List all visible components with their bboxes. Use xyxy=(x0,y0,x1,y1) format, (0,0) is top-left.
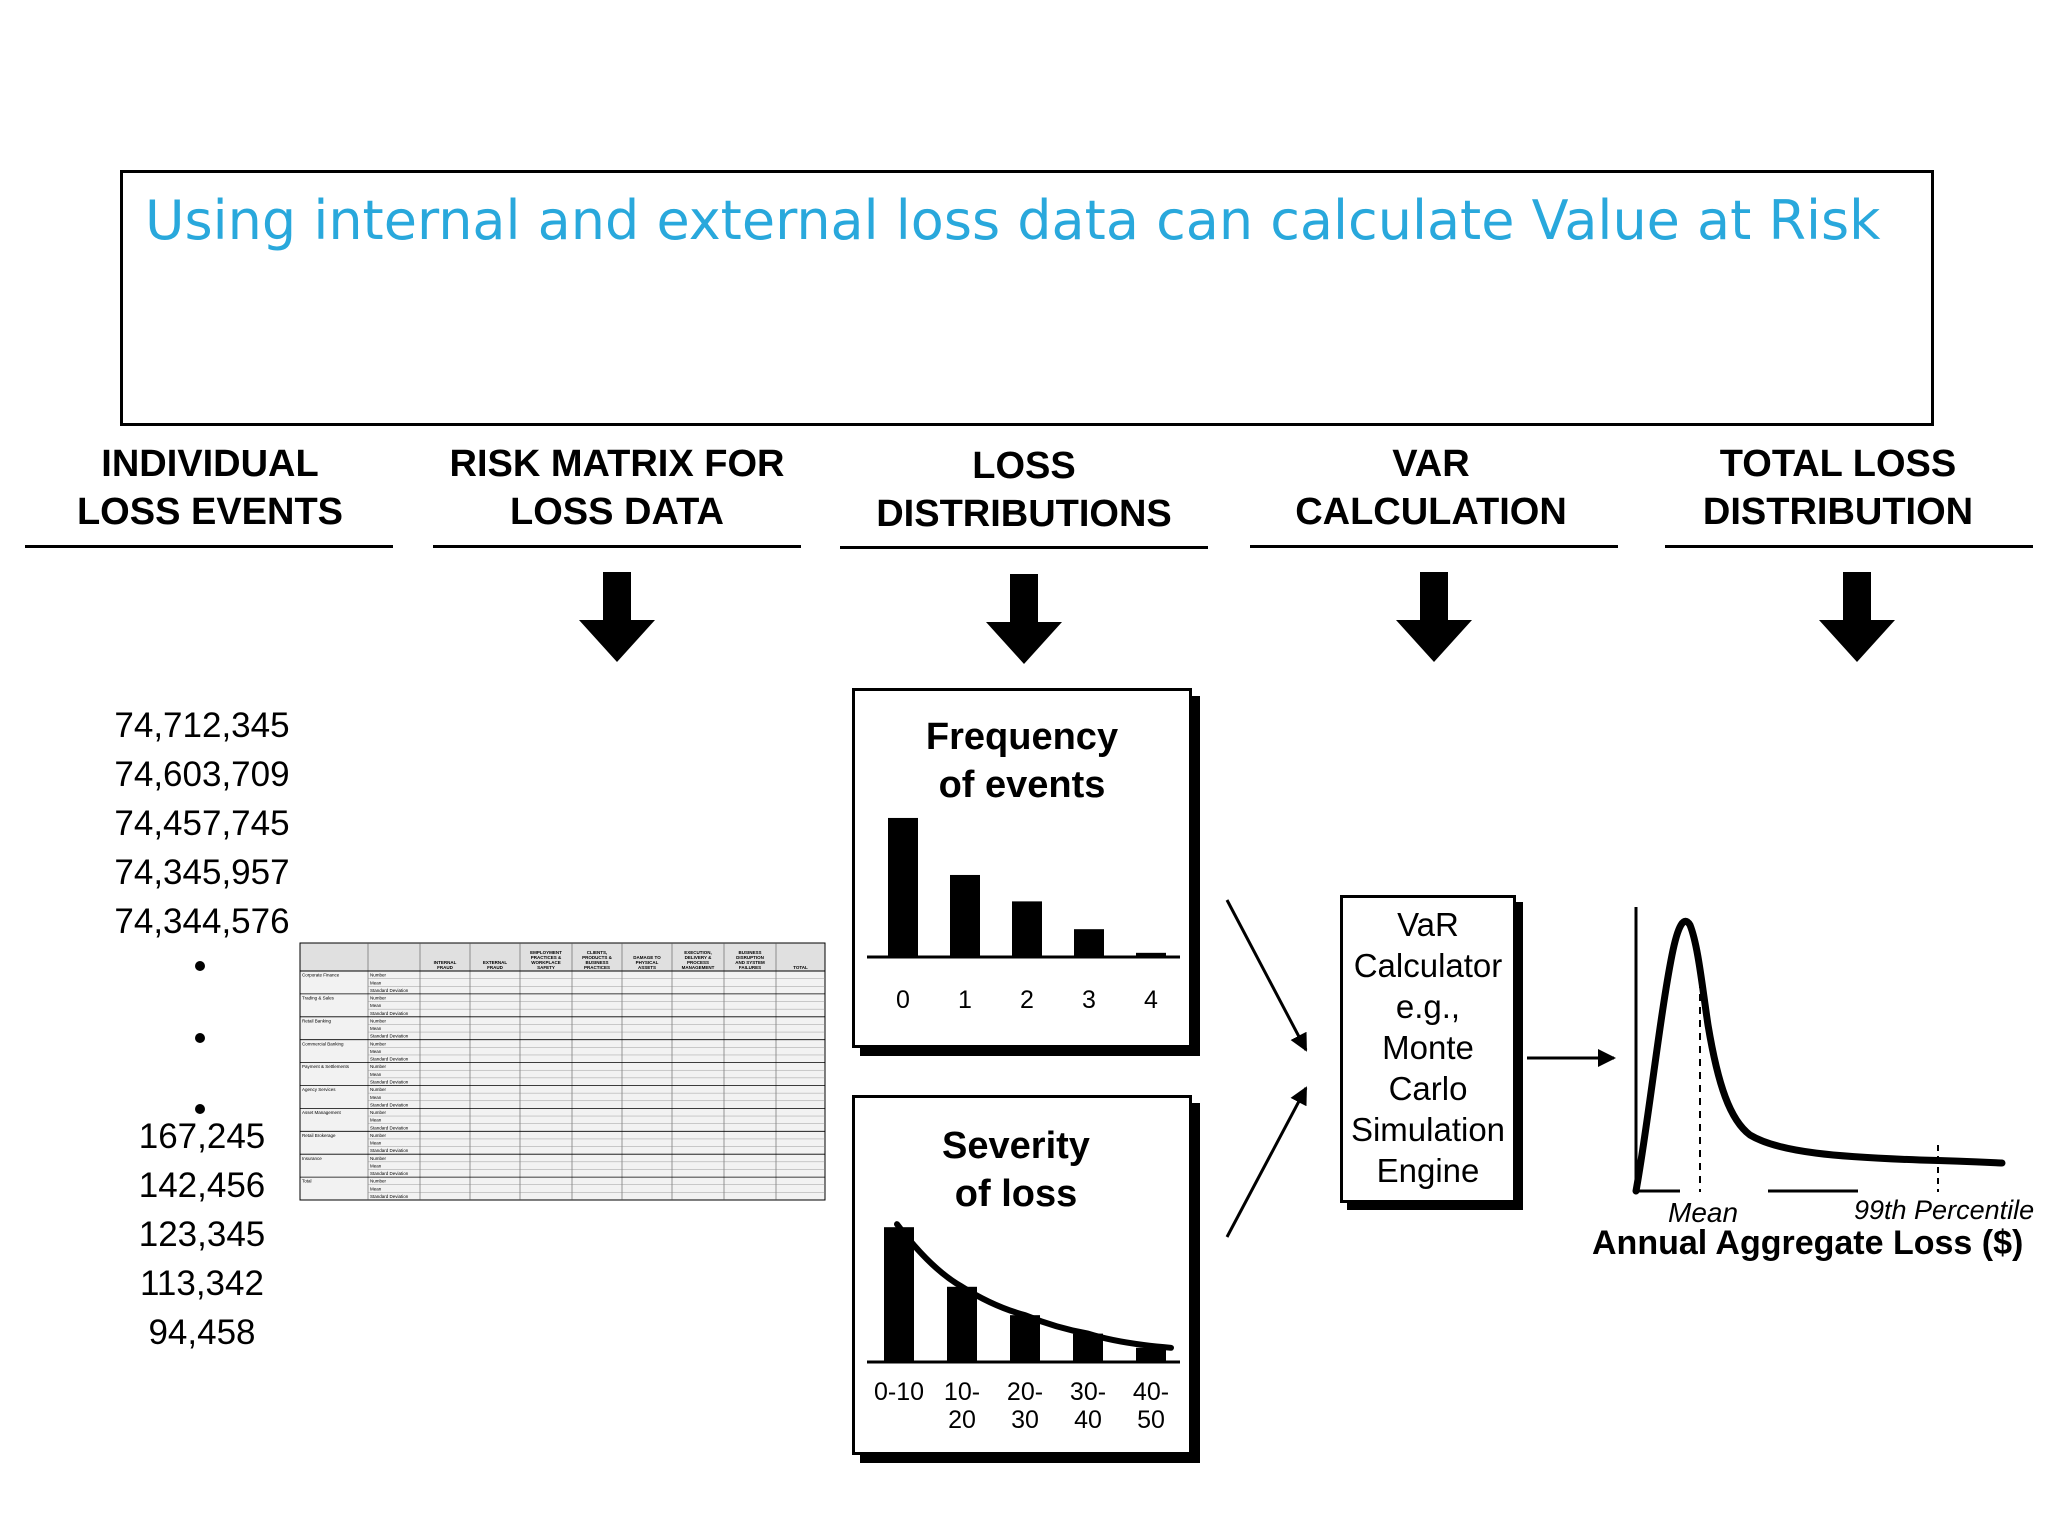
risk-matrix-metric: Mean xyxy=(370,1003,382,1009)
risk-matrix-metric: Standard Deviation xyxy=(370,1033,409,1039)
risk-matrix-metric: Number xyxy=(370,1178,387,1184)
header-risk-matrix: RISK MATRIX FOR LOSS DATA xyxy=(449,443,785,533)
risk-matrix-column-header: BUSINESS DISRUPTION AND SYSTEM FAILURES xyxy=(735,950,765,970)
frequency-tick-label: 1 xyxy=(958,986,972,1014)
mean-label: Mean xyxy=(1668,1197,1739,1228)
risk-matrix-metric: Standard Deviation xyxy=(370,1079,409,1085)
frequency-panel-title: Frequency of events xyxy=(925,716,1119,806)
loss-event-value: 167,245 xyxy=(138,1117,266,1156)
risk-matrix-metric: Number xyxy=(370,1018,387,1024)
risk-matrix-business-line: Asset Management xyxy=(302,1110,341,1116)
loss-event-value: 113,342 xyxy=(140,1264,264,1303)
risk-matrix-column-header: EXECUTION, DELIVERY & PROCESS MANAGEMENT xyxy=(681,950,715,970)
risk-matrix-metric: Number xyxy=(370,972,387,978)
loss-event-value: 142,456 xyxy=(138,1166,266,1205)
frequency-tick-label: 4 xyxy=(1144,986,1158,1014)
risk-matrix-column-header: DAMAGE TO PHYSICAL ASSETS xyxy=(633,955,661,970)
risk-matrix-metric: Number xyxy=(370,1064,387,1070)
severity-tick-label: 10-20 xyxy=(943,1378,981,1434)
arrow-severity-to-var xyxy=(1227,1088,1306,1237)
risk-matrix-metric: Number xyxy=(370,1132,387,1138)
risk-matrix-metric: Standard Deviation xyxy=(370,1125,409,1131)
var-calculator-label: VaR Calculator e.g., Monte Carlo Simulation Engine xyxy=(1350,906,1506,1189)
risk-matrix-business-line: Trading & Sales xyxy=(302,995,334,1001)
loss-event-value: 123,345 xyxy=(138,1215,266,1254)
risk-matrix-business-line: Insurance xyxy=(302,1155,322,1161)
loss-event-value: 94,458 xyxy=(148,1313,256,1352)
risk-matrix-metric: Mean xyxy=(370,1048,382,1054)
total-loss-chart xyxy=(1620,895,2040,1228)
risk-matrix-metric: Mean xyxy=(370,980,382,986)
risk-matrix-business-line: Retail Brokerage xyxy=(302,1132,336,1138)
severity-tick-label: 0-10 xyxy=(873,1378,925,1406)
risk-matrix-column-header: TOTAL xyxy=(793,965,808,970)
risk-matrix-metric: Number xyxy=(370,1110,387,1116)
risk-matrix-business-line: Total xyxy=(302,1178,312,1184)
page-title: Using internal and external loss data can calculate Value at Risk xyxy=(145,189,1881,252)
risk-matrix-metric: Mean xyxy=(370,1163,382,1169)
severity-tick-label: 40-50 xyxy=(1132,1378,1170,1434)
percentile-label: 99th Percentile xyxy=(1854,1195,2035,1225)
risk-matrix-metric: Mean xyxy=(370,1071,382,1077)
header-loss-distributions: LOSS DISTRIBUTIONS xyxy=(876,445,1172,535)
loss-density-curve xyxy=(1636,921,2002,1191)
severity-tick-label: 20-30 xyxy=(1006,1378,1044,1434)
header-individual-loss-events: INDIVIDUAL LOSS EVENTS xyxy=(76,443,344,533)
risk-matrix-business-line: Corporate Finance xyxy=(302,972,340,978)
loss-event-value: 74,603,709 xyxy=(114,755,290,794)
risk-matrix-business-line: Retail Banking xyxy=(302,1018,332,1024)
severity-panel-title: Severity of loss xyxy=(942,1125,1090,1215)
risk-matrix-metric: Standard Deviation xyxy=(370,1171,409,1177)
risk-matrix-metric: Mean xyxy=(370,1140,382,1146)
risk-matrix-metric: Mean xyxy=(370,1186,382,1192)
total-loss-xlabel: Annual Aggregate Loss ($) xyxy=(1592,1224,2024,1262)
severity-tick-label: 30-40 xyxy=(1069,1378,1107,1434)
arrow-frequency-to-var xyxy=(1227,900,1306,1050)
risk-matrix-metric: Standard Deviation xyxy=(370,1010,409,1016)
risk-matrix-metric: Number xyxy=(370,1155,387,1161)
loss-event-value: 74,712,345 xyxy=(114,706,290,745)
risk-matrix-column-header: EXTERNAL FRAUD xyxy=(482,960,508,970)
frequency-tick-label: 0 xyxy=(896,986,910,1014)
risk-matrix-business-line: Commercial Banking xyxy=(302,1041,344,1047)
risk-matrix-business-line: Agency Services xyxy=(302,1087,336,1093)
risk-matrix-metric: Standard Deviation xyxy=(370,1194,409,1199)
frequency-tick-label: 2 xyxy=(1020,986,1034,1014)
risk-matrix-metric: Number xyxy=(370,1087,387,1093)
risk-matrix-metric: Mean xyxy=(370,1117,382,1123)
loss-event-value: 74,457,745 xyxy=(114,804,290,843)
risk-matrix-business-line: Payment & Settlements xyxy=(302,1064,350,1070)
risk-matrix-metric: Number xyxy=(370,1041,387,1047)
risk-matrix-column-header: INTERNAL FRAUD xyxy=(433,960,457,970)
risk-matrix-metric: Mean xyxy=(370,1094,382,1100)
risk-matrix-metric: Standard Deviation xyxy=(370,1056,409,1062)
header-var-calculation: VAR CALCULATION xyxy=(1295,443,1567,533)
risk-matrix-metric: Mean xyxy=(370,1026,382,1032)
loss-event-value: 74,345,957 xyxy=(114,853,290,892)
risk-matrix-metric: Standard Deviation xyxy=(370,1148,409,1154)
risk-matrix-metric: Number xyxy=(370,995,387,1001)
loss-event-value: 74,344,576 xyxy=(114,902,290,941)
risk-matrix-column-header: EMPLOYMENT PRACTICES & WORKPLACE SAFETY xyxy=(530,950,562,970)
risk-matrix-column-header: CLIENTS, PRODUCTS & BUSINESS PRACTICES xyxy=(582,950,612,970)
header-total-loss-distribution: TOTAL LOSS DISTRIBUTION xyxy=(1702,443,1974,533)
risk-matrix-metric: Standard Deviation xyxy=(370,987,409,993)
var-calculator-box xyxy=(1340,895,1516,1203)
frequency-tick-label: 3 xyxy=(1082,986,1096,1014)
risk-matrix-metric: Standard Deviation xyxy=(370,1102,409,1108)
